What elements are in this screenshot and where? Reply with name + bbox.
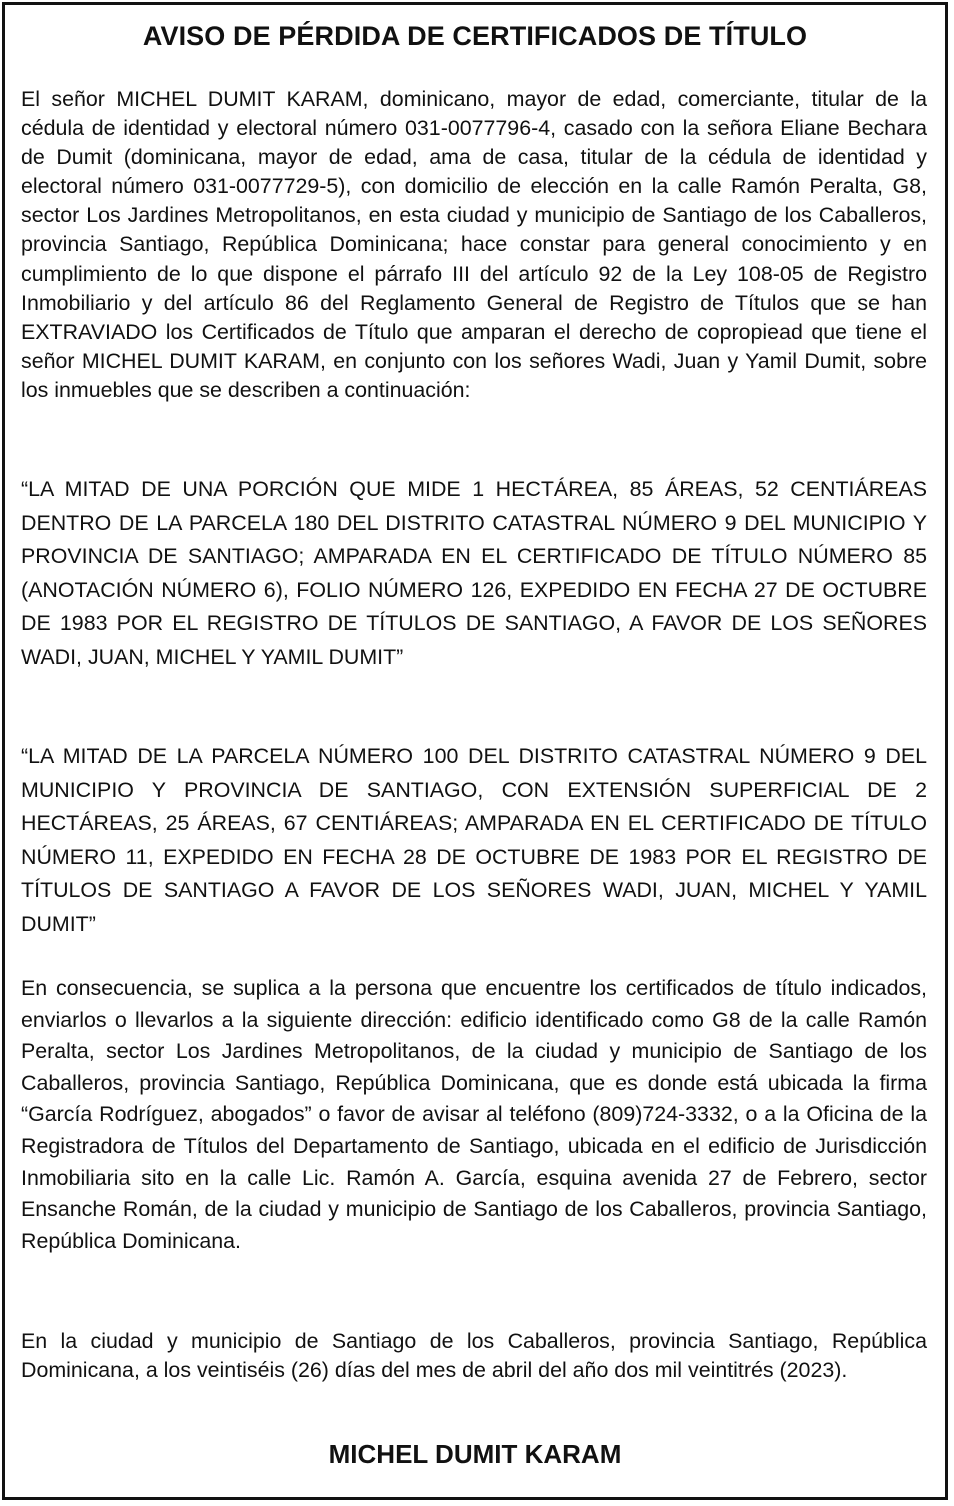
notice-paragraph-return-instructions: En consecuencia, se suplica a la persona que encuentre los certificados de título indicados, enviarlos o llevarlos a la siguiente dirección: edificio identificado como G8 de la calle Ramón Peralta, sector Los Jardines Metropolitanos, de la ciudad y municipio de Santiago de los Caballeros, provincia Santiago, República Dominicana, que es donde está ubicada la firma “García Rodríguez, abogados” o favor de avisar al teléfono (809)724-3332, o a la Oficina de la Registradora de Títulos del Departamento de Santiago, ubicada en el edificio de Jurisdicción Inmobiliaria sito en la calle Lic. Ramón A. García, esquina avenida 27 de Febrero, sector Ensanche Román, de la ciudad y municipio de Santiago de los Caballeros, provincia Santiago, República Dominicana. (21, 976, 927, 1253)
notice-title: AVISO DE PÉRDIDA DE CERTIFICADOS DE TÍTULO (142, 21, 808, 51)
notice-paragraph-property-parcel-100: “LA MITAD DE LA PARCELA NÚMERO 100 DEL DISTRITO CATASTRAL NÚMERO 9 DEL MUNICIPIO Y PROVINCIA DE SANTIAGO, CON EXTENSIÓN SUPERFICIAL DE 2 HECTÁREAS, 25 ÁREAS, 67 CENTIÁREAS; AMPARADA EN EL CERTIFICADO DE TÍTULO NÚMERO 11, EXPEDIDO EN FECHA 28 DE OCTUBRE DE 1983 POR EL REGISTRO DE TÍTULOS DE SANTIAGO A FAVOR DE LOS SEÑORES WADI, JUAN, MICHEL Y YAMIL DUMIT” (21, 744, 927, 936)
notice-paragraph-property-parcel-180: “LA MITAD DE UNA PORCIÓN QUE MIDE 1 HECTÁREA, 85 ÁREAS, 52 CENTIÁREAS DENTRO DE LA PARCELA 180 DEL DISTRITO CATASTRAL NÚMERO 9 DEL MUNICIPIO Y PROVINCIA DE SANTIAGO; AMPARADA EN EL CERTIFICADO DE TÍTULO NÚMERO 85 (ANOTACIÓN NÚMERO 6), FOLIO NÚMERO 126, EXPEDIDO EN FECHA 27 DE OCTUBRE DE 1983 POR EL REGISTRO DE TÍTULOS DE SANTIAGO, A FAVOR DE LOS SEÑORES WADI, JUAN, MICHEL Y YAMIL DUMIT” (21, 477, 927, 669)
notice-signature: MICHEL DUMIT KARAM (328, 1439, 622, 1469)
legal-notice-box (2, 2, 948, 1500)
notice-paragraph-date-place: En la ciudad y municipio de Santiago de los Caballeros, provincia Santiago, República Dominicana, a los veintiséis (26) días del mes de abril del año dos mil veintitrés (2023). (21, 1329, 927, 1382)
notice-paragraph-declaration: El señor MICHEL DUMIT KARAM, dominicano, mayor de edad, comerciante, titular de la cédula de identidad y electoral número 031-0077796-4, casado con la señora Eliane Bechara de Dumit (dominicana, mayor de edad, ama de casa, titular de la cédula de identidad y electoral número 031-0077729-5), con domicilio de elección en la calle Ramón Peralta, G8, sector Los Jardines Metropolitanos, en esta ciudad y municipio de Santiago de los Caballeros, provincia Santiago, República Dominicana; hace constar para general conocimiento y en cumplimiento de lo que dispone el párrafo III del artículo 92 de la Ley 108-05 de Registro Inmobiliario y del artículo 86 del Reglamento General de Registro de Títulos que se han EXTRAVIADO los Certificados de Título que amparan el derecho de copropiead que tiene el señor MICHEL DUMIT KARAM, en conjunto con los señores Wadi, Juan y Yamil Dumit, sobre los inmuebles que se describen a continuación: (21, 87, 927, 402)
